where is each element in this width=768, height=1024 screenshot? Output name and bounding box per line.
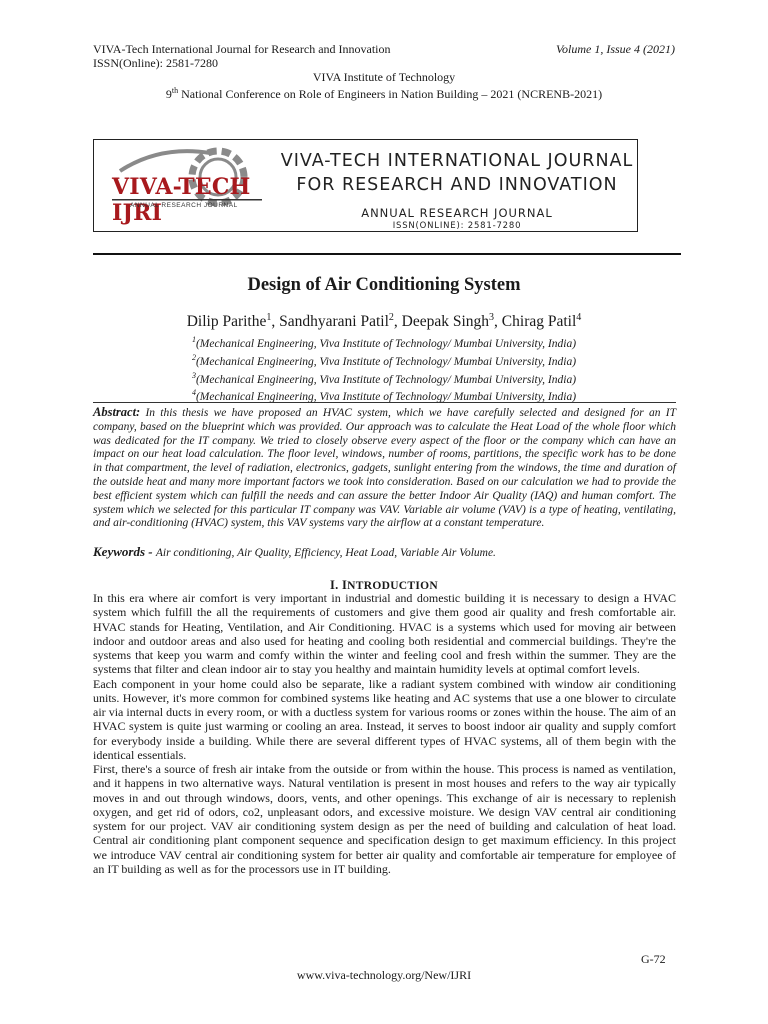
banner-title-line2: FOR RESEARCH AND INNOVATION [296,175,618,195]
institute-name: VIVA Institute of Technology [312,70,456,84]
journal-logo [100,143,278,227]
author-list: Dilip Parithe$^1$, Sandhyarani Patil$^2$, Deepak Singh$^3$, Chirag Patil$^4$ [186,312,582,331]
banner-title-line1: VIVA-TECH INTERNATIONAL JOURNAL [280,151,634,171]
author-name: Deepak Singh [401,313,490,331]
keywords-text: Air conditioning, Air Quality, Efficiency, Heat Load, Variable Air Volume. [155,547,496,559]
section-heading: I. INTRODUCTION [329,578,439,592]
logo-subtext: ANNUAL RESEARCH JOURNAL [130,202,238,209]
paragraph: First, there's a source of fresh air intake from the outside or from within the house. This process is named as ventilation, and it happens in two alternative ways. Natural ventilation is present in most houses and refers to the way air typically moves in and out through windows, doors, vents, and other openings. This exchange of air is necessary to replenish oxygen, and get rid of odors, co2, unpleasant odors, and excessive moisture. We design VAV central air conditioning system for our project. VAV air conditioning system design as per the need of building and calculation of heat load. Central air conditioning plant component sequence and specification design to get maximum efficiency. In this project we introduce VAV central air conditioning system for better air quality and comfortable air temperature for employee of an IT building as well as for the processors use in IT building. [93,762,676,876]
author-sup: 4 [576,312,582,323]
journal-name: VIVA-Tech International Journal for Research and Innovation [93,42,391,56]
affiliation: $^2$(Mechanical Engineering, Viva Institute of Technology/ Mumbai University, India) [191,352,577,368]
abstract-text: In this thesis we have proposed an HVAC system, which we have carefully selected and designed for an IT company, based on the blueprint which was provided. Our approach was to calculate the Heat Load of the whole floor which was dedicated for the IT company. We tried to closely observe every aspect of the floor or the company which can have an impact on our heat load calculation. The floor level, windows, number of rooms, partitions, the specific work has to be done in that compartment, the level of radiation, electronics, gadgets, sunlight entering from the windows, the time and duration of the outside heat and many more important factors we took into consideration. Based on our calculation we had to provide the best efficient system which can fulfill the needs and can assure the better Indoor Air Quality (IAQ) and human comfort. The system which we selected for this particular IT company was VAV. Variable air volume (VAV) is a type of heating, ventilating, and air-conditioning (HVAC) system, this VAV systems vary the airflow at a constant temperature. [93,407,676,530]
paragraph: Each component in your home could also be separate, like a radiant system combined with window air conditioning units. However, it's more common for combined systems like heating and AC systems that use a one blower to circulate air via internal ducts in every room, or with a ductless system for various rooms or zones within the house. The aim of an HVAC system is quite just warming or cooling an area. Instead, it serves to boost indoor air quality and supply comfort for everybody inside a building. While there are several different types of HVAC systems, all of them begin with the identical essentials. [93,676,676,762]
banner-divider [93,253,681,255]
author-name: Dilip Parithe [186,313,267,331]
issn: ISSN(Online): 2581-7280 [93,56,218,70]
conference-name: 9th National Conference on Role of Engineers in Nation Building – 2021 (NCRENB-2021) [165,86,603,101]
page-number: G-72 [641,952,666,966]
affiliation: $^1$(Mechanical Engineering, Viva Institute of Technology/ Mumbai University, India) [191,335,577,350]
keywords-label: Keywords - [93,544,156,559]
author-sup: 3 [489,312,495,323]
abstract-label: Abstract: [93,405,141,419]
author-name: Chirag Patil [501,313,577,331]
paper-title: Design of Air Conditioning System [247,275,521,295]
paragraph: In this era where air comfort is very important in industrial and domestic building it is necessary to design a HVAC system which fulfill the all the requirements of customers and give them good air quality and fresh comfortable air. HVAC stands for Heating, Ventilation, and Air Conditioning. HVAC is a systems which used for moving air between indoor and outdoor areas and also used for heating and cooling both residential and commercial buildings. They're the systems that keep you warm and comfy within the winter and feeling cool and fresh within the summer. They are the systems that filter and clean indoor air to stay you healthy and maintain humidity levels at optimal comfort levels. [93,591,676,677]
volume-issue: Volume 1, Issue 4 (2021) [556,42,675,56]
author-name: Sandhyarani Patil [279,313,389,331]
banner-subtitle: ANNUAL RESEARCH JOURNAL [361,206,553,220]
affiliation: $^4$(Mechanical Engineering, Viva Institute of Technology/ Mumbai University, India) [191,388,577,404]
introduction-body [93,591,676,876]
logo-wordmark: VIVA-TECH IJRI [112,174,251,226]
affiliation: $^3$(Mechanical Engineering, Viva Institute of Technology/ Mumbai University, India) [191,370,577,386]
banner-issn: ISSN(ONLINE): 2581-7280 [392,221,522,231]
footer-url[interactable]: www.viva-technology.org/New/IJRI [296,968,472,982]
author-sup: 1 [266,312,272,323]
author-sup: 2 [388,312,394,323]
affiliation-list [0,333,768,404]
abstract [93,402,676,531]
keywords [93,544,676,560]
